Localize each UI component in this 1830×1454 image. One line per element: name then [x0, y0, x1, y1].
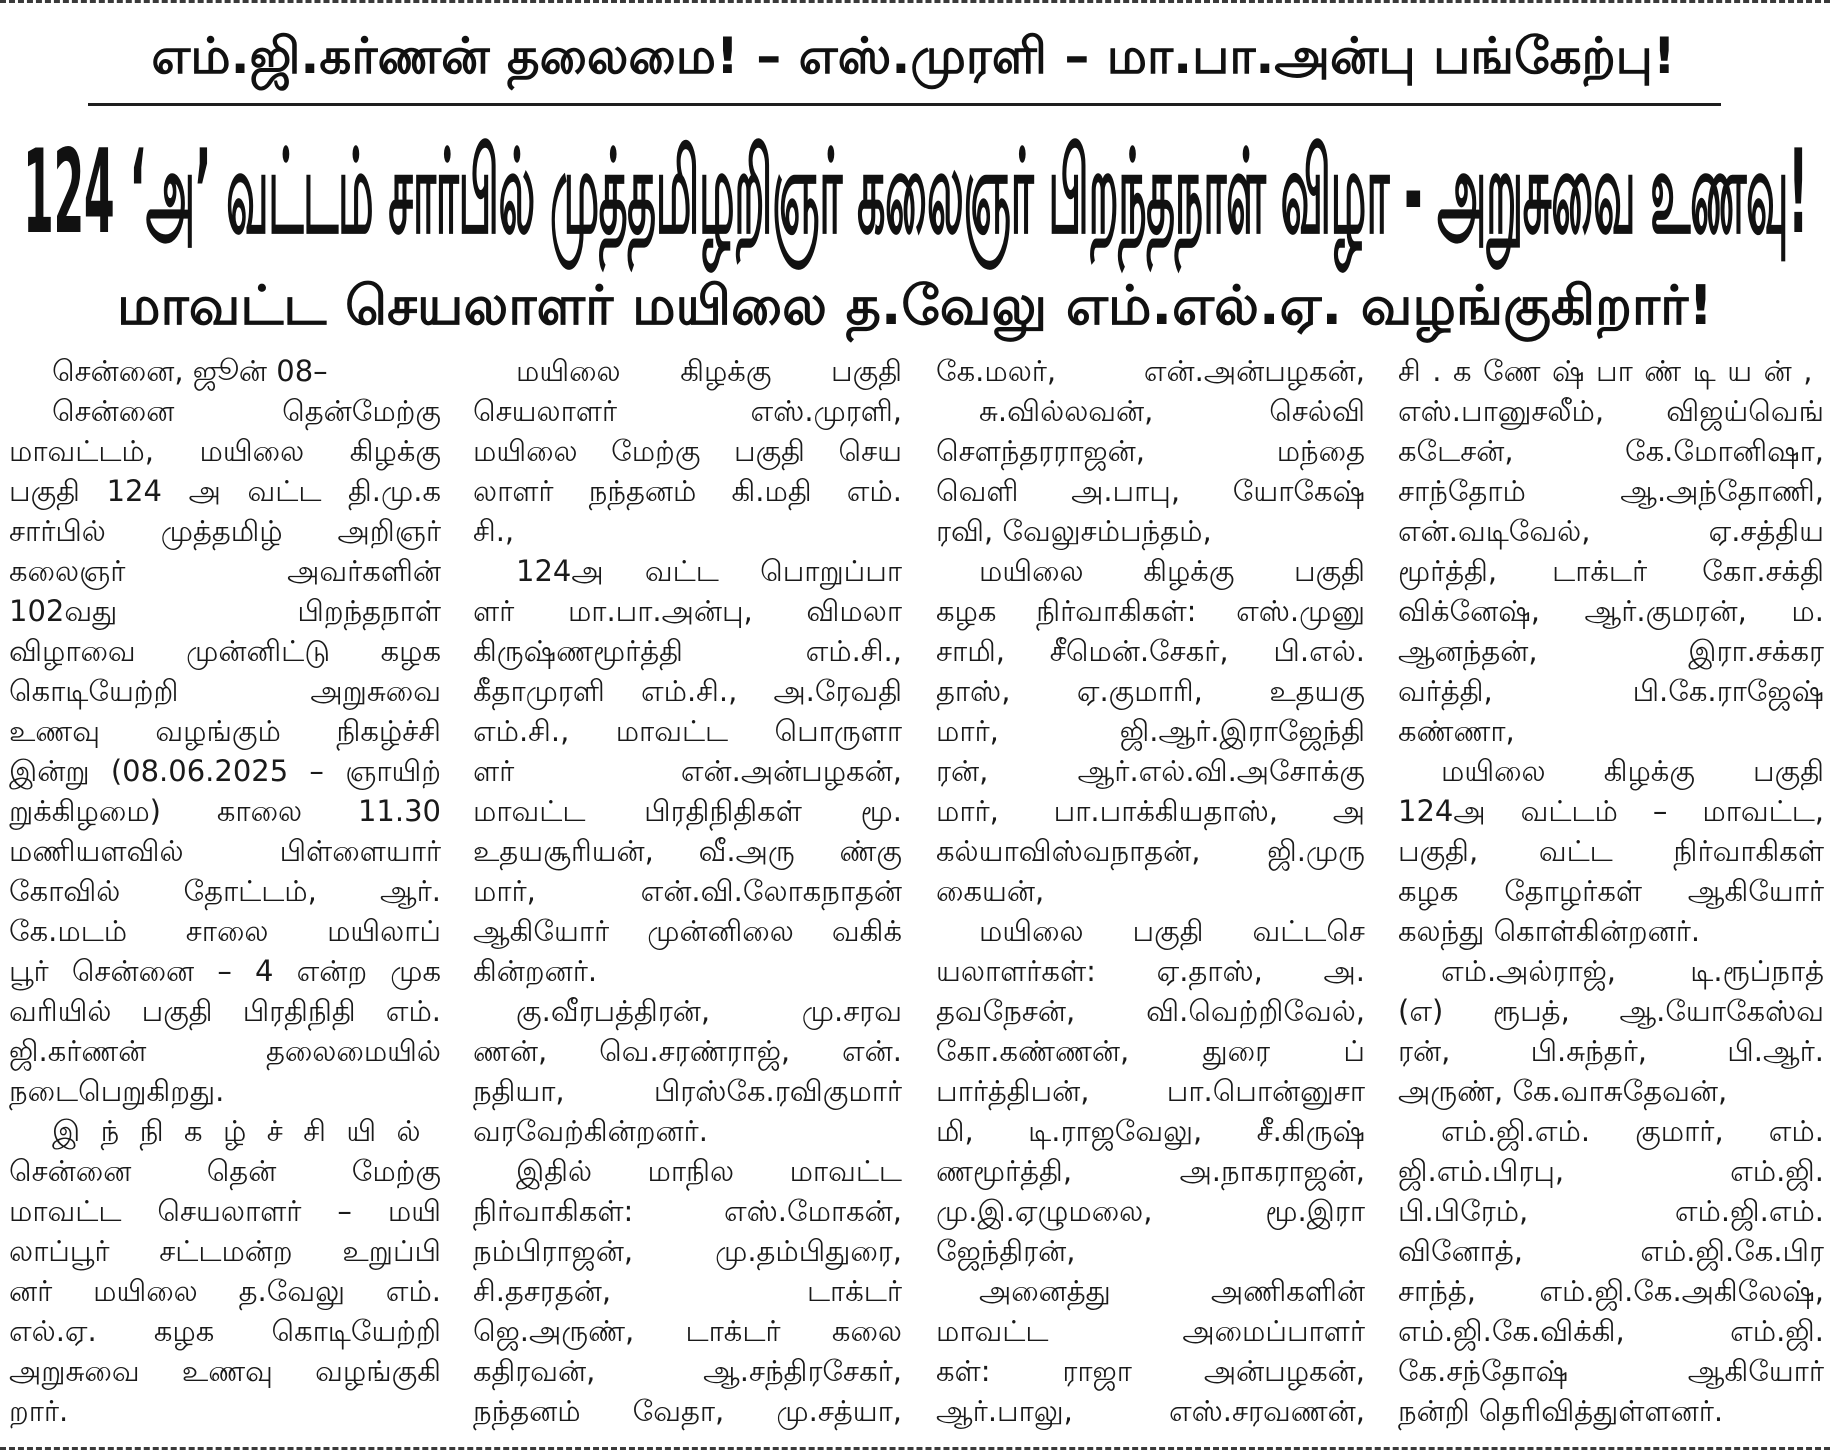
body-line: கீதாமுரளி எம்.சி., அ.ரேவதி	[473, 674, 902, 708]
body-line: மு.இ.ஏழுமலை, மூ.இரா	[936, 1194, 1365, 1228]
body-line: 102வது பிறந்தநாள்	[9, 594, 441, 628]
body-line: கிருஷ்ணமூர்த்தி எம்.சி.,	[473, 634, 902, 668]
body-line: எம்.அல்ராஜ், டி.ரூப்நாத்	[1441, 954, 1824, 988]
body-line: செயலாளர் எஸ்.முரளி,	[473, 394, 902, 428]
body-line: தாஸ், ஏ.குமாரி, உதயகு	[936, 674, 1365, 708]
body-line: ஜி.எம்.பிரபு, எம்.ஜி.	[1398, 1154, 1824, 1188]
body-line: வர்த்தி, பி.கே.ராஜேஷ்	[1398, 674, 1824, 708]
body-line: மூர்த்தி, டாக்டர் கோ.சக்தி	[1398, 554, 1824, 588]
body-line: வரவேற்கின்றனர்.	[473, 1114, 708, 1148]
body-line: சாந்தோம் ஆ.அந்தோணி,	[1398, 474, 1824, 508]
body-line: கடேசன், கே.மோனிஷா,	[1398, 434, 1824, 468]
body-line: மயிலை கிழக்கு பகுதி	[1441, 754, 1824, 788]
body-line: ரவி, வேலுசம்பந்தம்,	[936, 514, 1212, 548]
body-line: நன்றி தெரிவித்துள்ளனர்.	[1398, 1394, 1724, 1428]
body-line: ணன், வெ.சரண்ராஜ், என்.	[473, 1034, 902, 1068]
kicker-headline: எம்.ஜி.கர்ணன் தலைமை! – எஸ்.முரளி – மா.பா.அன்பு பங்கேற்பு!	[151, 27, 1676, 85]
body-line: கையன்,	[936, 874, 1045, 908]
body-line: நம்பிராஜன், மு.தம்பிதுரை,	[473, 1234, 902, 1268]
body-line: மார், பா.பாக்கியதாஸ், அ	[936, 794, 1365, 828]
body-line: ரன், ஆர்.எல்.வி.அசோக்கு	[936, 754, 1365, 788]
body-line: நதியா, பிரஸ்கே.ரவிகுமார்	[473, 1074, 902, 1108]
body-line: 124அ வட்டம் – மாவட்ட,	[1398, 794, 1824, 828]
body-line: பூர் சென்னை – 4 என்ற முக	[9, 954, 441, 988]
body-line: ஜேந்திரன்,	[936, 1234, 1076, 1268]
body-line: சி.கணேஷ்பாண்டியன்,	[1398, 354, 1824, 388]
body-line: ரன், பி.சுந்தர், பி.ஆர்.	[1398, 1034, 1824, 1068]
body-line: ளர் என்.அன்பழகன்,	[473, 754, 902, 788]
body-line: வெளி அ.பாபு, யோகேஷ்	[936, 474, 1365, 508]
body-line: விக்னேஷ், ஆர்.குமரன், ம.	[1398, 594, 1824, 628]
body-line: சென்னை, ஜூன் 08–	[52, 354, 328, 388]
body-line: பார்த்திபன், பா.பொன்னுசா	[936, 1074, 1365, 1108]
body-line: எம்.சி., மாவட்ட பொருளா	[473, 714, 902, 748]
body-line: கு.வீரபத்திரன், மு.சரவ	[516, 994, 902, 1028]
body-line: அறுசுவை உணவு வழங்குகி	[9, 1354, 441, 1388]
body-line: எஸ்.பானுசலீம், விஜய்வெங்	[1398, 394, 1824, 428]
body-line: சௌந்தரராஜன், மந்தை	[936, 434, 1365, 468]
body-line: சி.தசரதன், டாக்டர்	[473, 1274, 902, 1308]
body-line: சென்னை தென்மேற்கு	[52, 394, 441, 428]
body-line: ஆர்.பாலு, எஸ்.சரவணன்,	[936, 1394, 1365, 1428]
body-line: ணமூர்த்தி, அ.நாகராஜன்,	[936, 1154, 1365, 1188]
body-line: பகுதி, வட்ட நிர்வாகிகள்	[1398, 834, 1824, 868]
body-line: எம்.ஜி.கே.விக்கி, எம்.ஜி.	[1398, 1314, 1824, 1348]
body-line: சென்னை தென் மேற்கு	[9, 1154, 441, 1188]
body-line: உதயசூரியன், வீ.அரு ண்கு	[473, 834, 902, 868]
body-line: கலைஞர் அவர்களின்	[9, 554, 441, 588]
body-line: மயிலை கிழக்கு பகுதி	[979, 554, 1365, 588]
body-line: கொடியேற்றி அறுசுவை	[9, 674, 441, 708]
body-line: கோவில் தோட்டம், ஆர்.	[9, 874, 441, 908]
header-rule	[88, 103, 1721, 106]
dashed-border-top	[0, 0, 1830, 3]
body-line: மார், என்.வி.லோகநாதன்	[473, 874, 902, 908]
body-line: ஆனந்தன், இரா.சக்கர	[1398, 634, 1824, 668]
article-column-1	[9, 351, 441, 1431]
body-line: ளர் மா.பா.அன்பு, விமலா	[473, 594, 902, 628]
article-column-4	[1398, 351, 1824, 1431]
body-line: இதில் மாநில மாவட்ட	[516, 1154, 902, 1188]
body-line: மாவட்ட அமைப்பாளர்	[936, 1314, 1365, 1348]
body-line: மயிலை மேற்கு பகுதி செய	[473, 434, 902, 468]
body-line: கே.மலர், என்.அன்பழகன்,	[936, 354, 1365, 388]
dashed-border-bottom	[0, 1447, 1830, 1450]
body-line: சாந்த், எம்.ஜி.கே.அகிலேஷ்,	[1398, 1274, 1824, 1308]
article-column-2	[473, 351, 902, 1431]
body-line: சார்பில் முத்தமிழ் அறிஞர்	[9, 514, 441, 548]
body-line: கல்யாவிஸ்வநாதன், ஜி.முரு	[936, 834, 1365, 868]
body-line: யலாளர்கள்: ஏ.தாஸ், அ.	[936, 954, 1365, 988]
main-headline: 124 ‘அ’ வட்டம் சார்பில் முத்தமிழறிஞர் கலைஞர் பிறந்தநாள் விழா - அறுசுவை உணவு!	[23, 125, 1808, 260]
body-line: கண்ணா,	[1398, 714, 1515, 748]
body-line: எம்.ஜி.எம். குமார், எம்.	[1441, 1114, 1824, 1148]
body-line: றார்.	[9, 1394, 69, 1428]
body-line: மணியளவில் பிள்ளையார்	[9, 834, 441, 868]
body-line: சாமி, சீமென்.சேகர், பி.எல்.	[936, 634, 1365, 668]
body-line: வரியில் பகுதி பிரதிநிதி எம்.	[9, 994, 441, 1028]
body-line: மாவட்ட செயலாளர் – மயி	[9, 1194, 441, 1228]
body-line: ஆகியோர் முன்னிலை வகிக்	[473, 914, 902, 948]
body-line: சி.,	[473, 514, 515, 548]
sub-headline: மாவட்ட செயலாளர் மயிலை த.வேலு எம்.எல்.ஏ. வழங்குகிறார்!	[117, 274, 1713, 337]
body-line: மயிலை கிழக்கு பகுதி	[516, 354, 902, 388]
body-line: கே.சந்தோஷ் ஆகியோர்	[1398, 1354, 1824, 1388]
body-line: அருண், கே.வாசுதேவன்,	[1398, 1074, 1728, 1108]
body-line: லாப்பூர் சட்டமன்ற உறுப்பி	[9, 1234, 441, 1268]
body-line: கள்: ராஜா அன்பழகன்,	[936, 1354, 1365, 1388]
body-line: மயிலை பகுதி வட்டசெ	[979, 914, 1365, 948]
body-line: கோ.கண்ணன், துரை ப்	[936, 1034, 1365, 1068]
body-line: கே.மடம் சாலை மயிலாப்	[9, 914, 441, 948]
body-line: பகுதி 124 அ வட்ட தி.மு.க	[9, 474, 441, 508]
body-line: ஜி.கர்ணன் தலைமையில்	[9, 1034, 441, 1068]
body-line: கதிரவன், ஆ.சந்திரசேகர்,	[473, 1354, 902, 1388]
body-line: இந்நிகழ்ச்சியில்	[52, 1114, 441, 1148]
body-line: விழாவை முன்னிட்டு கழக	[9, 634, 441, 668]
body-line: அனைத்து அணிகளின்	[979, 1274, 1365, 1308]
body-line: தவநேசன், வி.வெற்றிவேல்,	[936, 994, 1365, 1028]
body-line: லாளர் நந்தனம் கி.மதி எம்.	[473, 474, 902, 508]
body-line: நந்தனம் வேதா, மு.சத்யா,	[473, 1394, 902, 1428]
body-line: இன்று (08.06.2025 – ஞாயிற்	[9, 754, 441, 788]
article-column-3	[936, 351, 1365, 1431]
body-line: மி, டி.ராஜவேலு, சீ.கிருஷ்	[936, 1114, 1365, 1148]
body-line: மாவட்டம், மயிலை கிழக்கு	[9, 434, 441, 468]
body-line: 124அ வட்ட பொறுப்பா	[516, 554, 902, 588]
body-line: வினோத், எம்.ஜி.கே.பிர	[1398, 1234, 1824, 1268]
body-line: கழக தோழர்கள் ஆகியோர்	[1398, 874, 1824, 908]
body-line: கழக நிர்வாகிகள்: எஸ்.முனு	[936, 594, 1365, 628]
body-line: உணவு வழங்கும் நிகழ்ச்சி	[9, 714, 441, 748]
body-line: மார், ஜி.ஆர்.இராஜேந்தி	[936, 714, 1365, 748]
body-line: கலந்து கொள்கின்றனர்.	[1398, 914, 1701, 948]
body-line: மாவட்ட பிரதிநிதிகள் மூ.	[473, 794, 902, 828]
body-line: னர் மயிலை த.வேலு எம்.	[9, 1274, 441, 1308]
body-line: நடைபெறுகிறது.	[9, 1074, 225, 1108]
body-line: எல்.ஏ. கழக கொடியேற்றி	[9, 1314, 441, 1348]
body-line: கின்றனர்.	[473, 954, 598, 988]
body-line: ஜெ.அருண், டாக்டர் கலை	[473, 1314, 902, 1348]
body-line: நிர்வாகிகள்: எஸ்.மோகன்,	[473, 1194, 902, 1228]
body-line: என்.வடிவேல், ஏ.சத்திய	[1398, 514, 1824, 548]
body-line: றுக்கிழமை) காலை 11.30	[9, 794, 441, 828]
body-line: (எ) ரூபத், ஆ.யோகேஸ்வ	[1398, 994, 1824, 1028]
body-line: பி.பிரேம், எம்.ஜி.எம்.	[1398, 1194, 1824, 1228]
body-line: சு.வில்லவன், செல்வி	[979, 394, 1365, 428]
